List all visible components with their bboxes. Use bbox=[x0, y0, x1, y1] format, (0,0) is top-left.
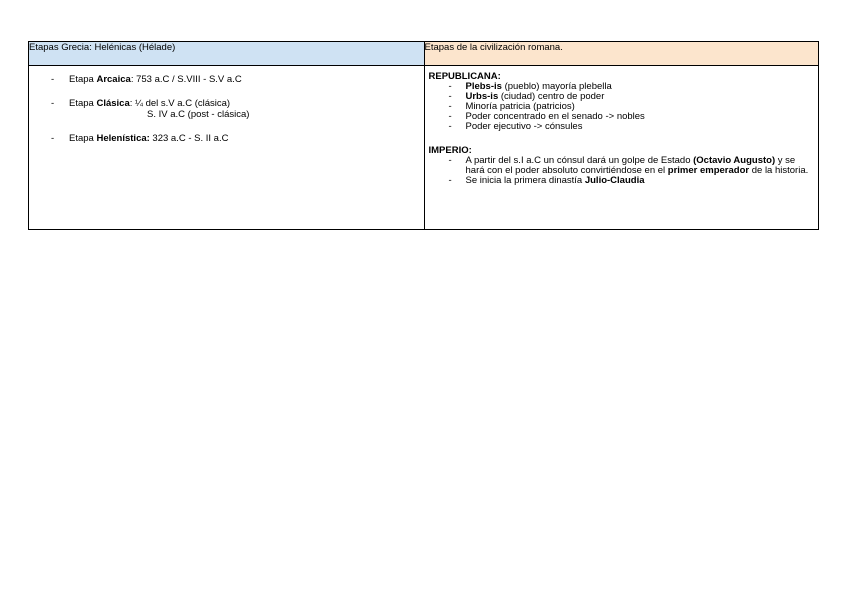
imperio-title: IMPERIO: bbox=[428, 145, 472, 156]
grecia-cell bbox=[29, 66, 425, 230]
item-bold: Urbs-is bbox=[465, 91, 499, 102]
dash-bullet: - bbox=[448, 101, 452, 112]
list-item bbox=[449, 156, 815, 176]
list-item bbox=[449, 122, 815, 132]
item-text: (ciudad) centro de poder bbox=[498, 91, 605, 102]
list-item bbox=[51, 133, 424, 144]
item-text: de la historia. bbox=[749, 165, 809, 176]
list-item bbox=[51, 74, 424, 85]
item-bold: Julio-Claudia bbox=[584, 175, 645, 186]
dash-bullet: - bbox=[448, 175, 452, 186]
item-bold: primer emperador bbox=[667, 165, 750, 176]
header-roma bbox=[424, 42, 819, 66]
item-prefix: Etapa bbox=[69, 98, 97, 109]
item-text: : 753 a.C / S.VIII - S.V a.C bbox=[130, 74, 242, 85]
dash-bullet: - bbox=[448, 155, 452, 166]
header-grecia bbox=[29, 42, 425, 66]
item-bold: Plebs-is bbox=[465, 81, 502, 92]
dash-bullet: - bbox=[51, 98, 55, 109]
item-text: (pueblo) mayoría plebella bbox=[501, 81, 612, 92]
grecia-list bbox=[29, 66, 424, 144]
item-text-line2: S. IV a.C (post - clásica) bbox=[147, 109, 250, 120]
republicana-list bbox=[429, 82, 815, 132]
item-bold: Arcaica bbox=[96, 74, 131, 85]
dash-bullet: - bbox=[51, 133, 55, 144]
imperio-list bbox=[429, 156, 815, 186]
list-item bbox=[449, 176, 815, 186]
item-text: Poder concentrado en el senado -> nobles bbox=[465, 111, 645, 122]
dash-bullet: - bbox=[448, 121, 452, 132]
roma-cell bbox=[424, 66, 819, 230]
item-text: Minoría patricia (patricios) bbox=[465, 101, 575, 112]
item-prefix: Etapa bbox=[69, 133, 97, 144]
item-text: 323 a.C - S. II a.C bbox=[149, 133, 229, 144]
table-header-row bbox=[29, 42, 819, 66]
dash-bullet: - bbox=[448, 81, 452, 92]
dash-bullet: - bbox=[448, 91, 452, 102]
item-bold: Helenística: bbox=[96, 133, 150, 144]
header-grecia-text: Etapas Grecia: Helénicas (Hélade) bbox=[29, 42, 176, 53]
dash-bullet: - bbox=[51, 74, 55, 85]
item-text: Poder ejecutivo -> cónsules bbox=[465, 121, 583, 132]
spacer bbox=[429, 132, 815, 145]
roma-content bbox=[425, 66, 819, 188]
item-text: Se inicia la primera dinastía bbox=[465, 175, 585, 186]
republicana-title: REPUBLICANA: bbox=[428, 71, 501, 82]
item-bold: Clásica bbox=[96, 98, 130, 109]
item-text: A partir del s.I a.C un cónsul dará un golpe de Estado bbox=[465, 155, 694, 166]
item-text: : ¼ del s.V a.C (clásica) bbox=[129, 98, 231, 109]
list-item bbox=[51, 98, 424, 120]
item-bold: (Octavio Augusto) bbox=[693, 155, 776, 166]
comparison-table bbox=[28, 41, 819, 230]
dash-bullet: - bbox=[448, 111, 452, 122]
table-body-row bbox=[29, 66, 819, 230]
item-prefix: Etapa bbox=[69, 74, 97, 85]
header-roma-text: Etapas de la civilización romana. bbox=[424, 42, 563, 53]
item-text: y se hará con el poder absoluto convirtiéndose en el bbox=[465, 155, 796, 176]
